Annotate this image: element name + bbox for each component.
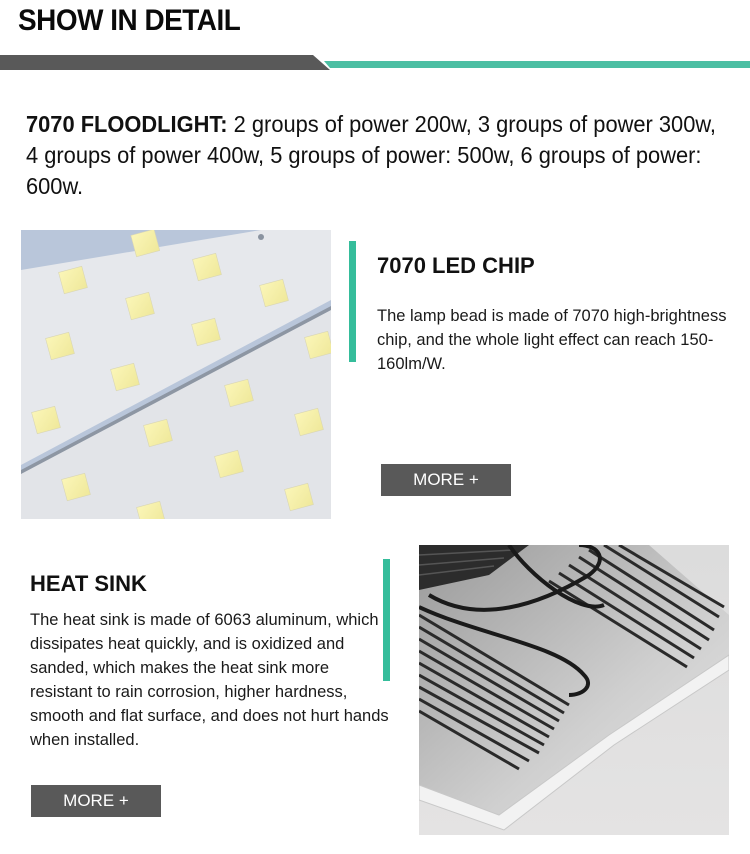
feature-title-led-chip: 7070 LED CHIP (377, 253, 535, 278)
header-divider (0, 54, 750, 72)
feature-description-heat-sink: The heat sink is made of 6063 aluminum, which dissipates heat quickly, and is oxidized and sanded, which makes the heat sink more resistant to rain corrosion, higher hardness, smooth and flat surface, and does not hurt hands when installed. (30, 611, 389, 749)
intro-label: 7070 FLOODLIGHT: (26, 111, 228, 137)
more-button-led-chip[interactable]: MORE + (381, 464, 511, 496)
accent-bar (383, 559, 390, 681)
heat-sink-image (419, 545, 729, 835)
feature-title-heat-sink: HEAT SINK (30, 571, 147, 596)
intro-text: 2 groups of power 200w, 3 groups of power 300w, 4 groups of power 400w, 5 groups of power: 500w, 6 groups of power: 600w. (26, 111, 717, 199)
intro-paragraph (26, 109, 725, 202)
feature-description-led-chip: The lamp bead is made of 7070 high-brightness chip, and the whole light effect can reach 150-160lm/W. (377, 307, 727, 373)
more-button-heat-sink[interactable]: MORE + (31, 785, 161, 817)
led-chip-image (21, 230, 331, 519)
section-title: SHOW IN DETAIL (18, 4, 241, 37)
accent-bar (349, 241, 356, 362)
